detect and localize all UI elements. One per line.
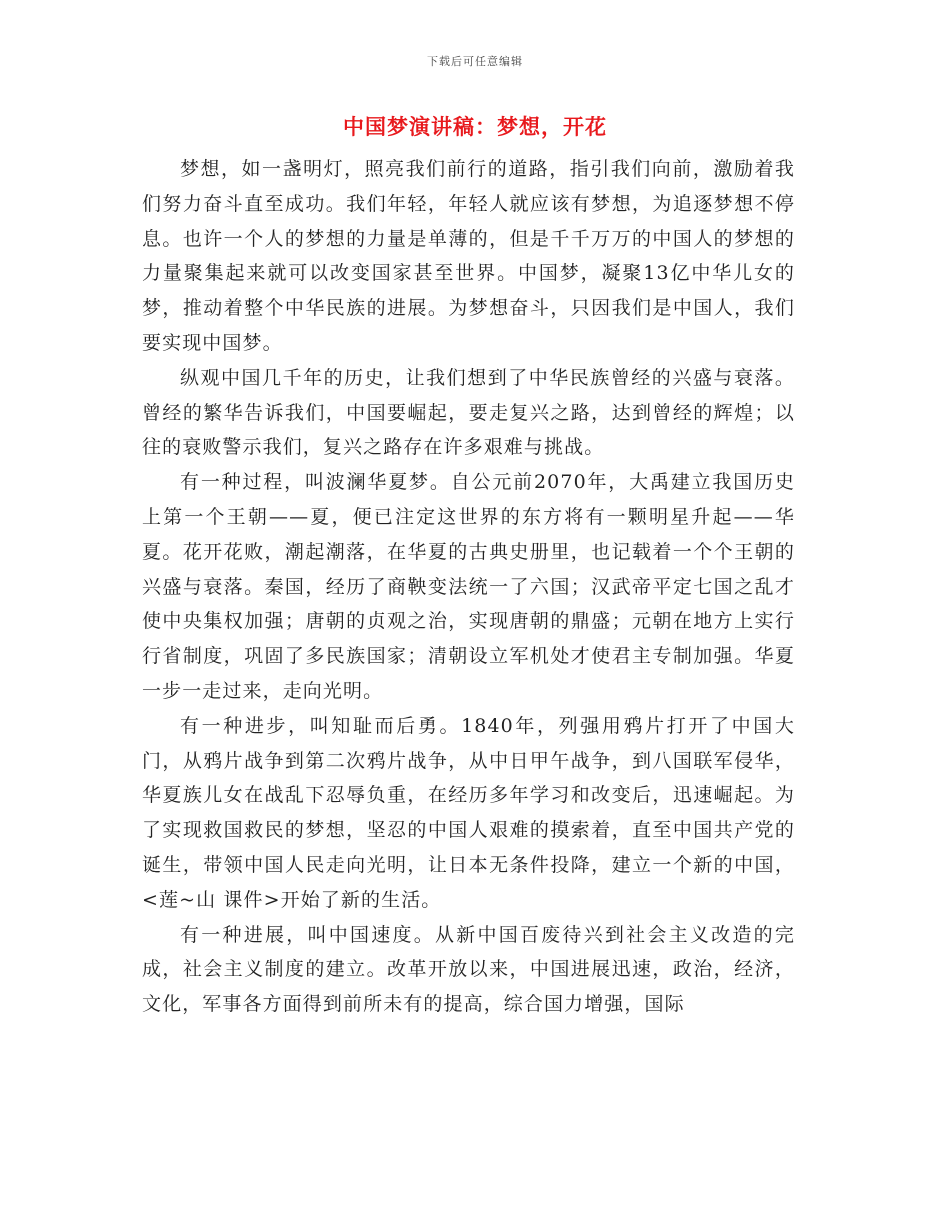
paragraph: 有一种过程，叫波澜华夏梦。自公元前2070年，大禹建立我国历史上第一个王朝——夏，便已注定这世界的东方将有一颗明星升起——华夏。花开花败，潮起潮落，在华夏的古典史册里，也记载着一个个王朝的兴盛与衰落。秦国，经历了商鞅变法统一了六国；汉武帝平定七国之乱才使中央集权加强；唐朝的贞观之治，实现唐朝的鼎盛；元朝在地方上实行行省制度，巩固了多民族国家；清朝设立军机处才使君主专制加强。华夏一步一走过来，走向光明。 <box>142 471 795 702</box>
paragraph: 有一种进展，叫中国速度。从新中国百废待兴到社会主义改造的完成，社会主义制度的建立。改革开放以来，中国进展迅速，政治，经济，文化，军事各方面得到前所未有的提高，综合国力增强，国际 <box>142 923 795 1016</box>
paragraph: 纵观中国几千年的历史，让我们想到了中华民族曾经的兴盛与衰落。曾经的繁华告诉我们，中国要崛起，要走复兴之路，达到曾经的辉煌；以往的衰败警示我们，复兴之路存在许多艰难与挑战。 <box>142 366 795 459</box>
paragraph: 梦想，如一盏明灯，照亮我们前行的道路，指引我们向前，激励着我们努力奋斗直至成功。我们年轻，年轻人就应该有梦想，为追逐梦想不停息。也许一个人的梦想的力量是单薄的，但是千千万万的中国人的梦想的力量聚集起来就可以改变国家甚至世界。中国梦，凝聚13亿中华儿女的梦，推动着整个中华民族的进展。为梦想奋斗，只因我们是中国人，我们要实现中国梦。 <box>142 158 795 354</box>
document-body <box>142 152 795 1022</box>
document-title: 中国梦演讲稿：梦想，开花 <box>343 114 607 139</box>
paragraph: 有一种进步，叫知耻而后勇。1840年，列强用鸦片打开了中国大门，从鸦片战争到第二次鸦片战争，从中日甲午战争，到八国联军侵华，华夏族儿女在战乱下忍辱负重，在经历多年学习和改变后，迅速崛起。为了实现救国救民的梦想，坚忍的中国人艰难的摸索着，直至中国共产党的诞生，带领中国人民走向光明，让日本无条件投降，建立一个新的中国，<莲~山 课件>开始了新的生活。 <box>142 714 795 911</box>
header-note: 下载后可任意编辑 <box>427 55 523 68</box>
